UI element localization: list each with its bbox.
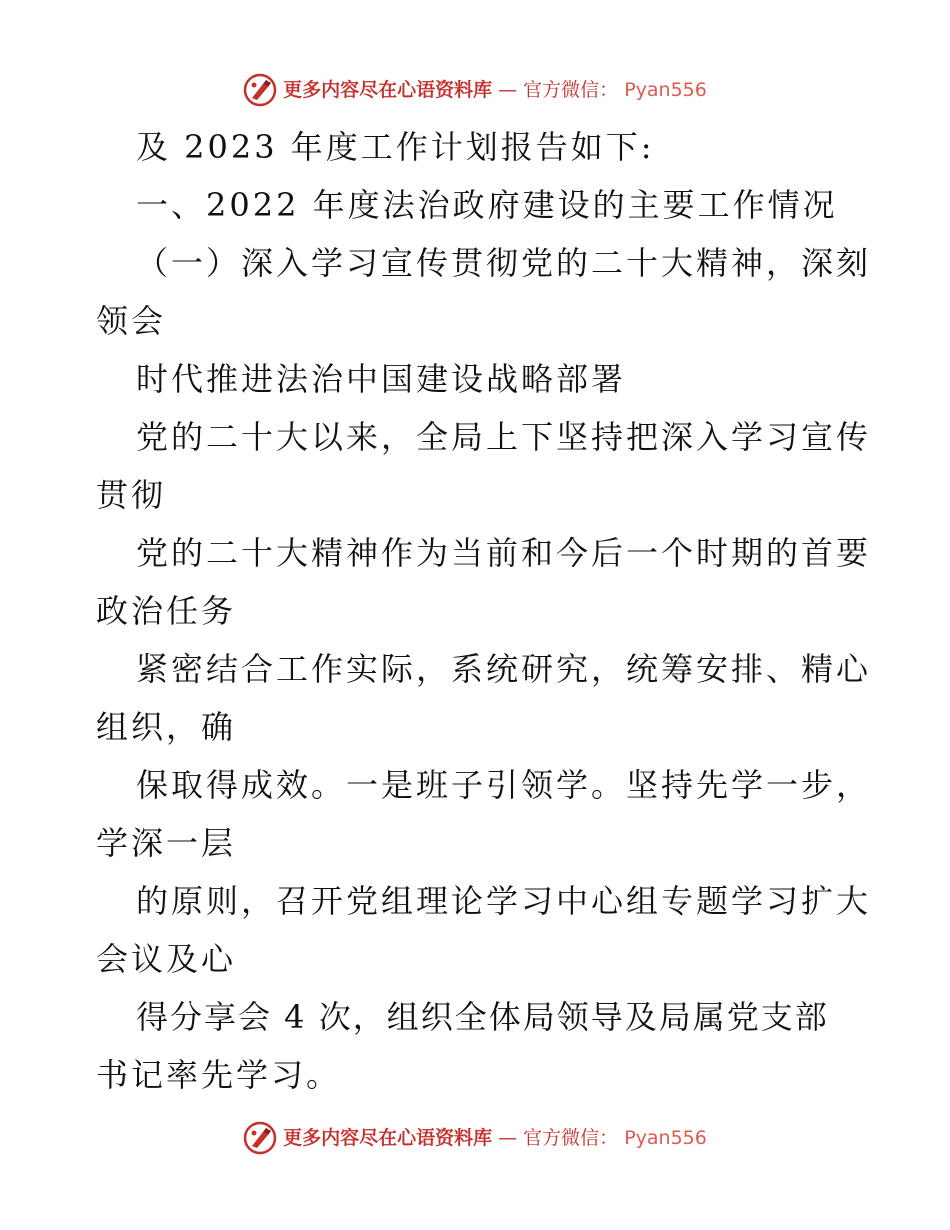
watermark-main-text: 更多内容尽在心语资料库 [283,79,493,101]
watermark-main-text: 更多内容尽在心语资料库 [283,1127,493,1149]
header-watermark-banner [0,70,950,110]
paragraph-line: 政治任务 [96,592,237,630]
paragraph-line: 领会 [96,302,167,340]
pen-nib-logo-icon [243,1121,277,1155]
watermark-dash: — [498,79,518,101]
subsection-heading: （一）深入学习宣传贯彻党的二十大精神，深刻 [136,244,872,282]
paragraph-line: 时代推进法治中国建设战略部署 [136,360,627,398]
paragraph-line: 得分享会 4 次，组织全体局领导及局属党支部 [136,998,829,1036]
paragraph-line: 贯彻 [96,476,167,514]
paragraph-line: 组织，确 [96,708,237,746]
section-heading: 一、2022 年度法治政府建设的主要工作情况 [136,186,838,224]
paragraph-line: 保取得成效。一是班子引领学。坚持先学一步， [136,766,872,804]
paragraph-line: 及 2023 年度工作计划报告如下: [136,128,655,166]
document-body [96,118,872,1104]
paragraph-line: 党的二十大精神作为当前和今后一个时期的首要 [136,534,872,572]
watermark-wechat-id: Pyan556 [624,79,707,101]
paragraph-line: 的原则，召开党组理论学习中心组专题学习扩大 [136,882,872,920]
footer-watermark-banner [0,1118,950,1158]
paragraph-line: 会议及心 [96,940,237,978]
watermark-wechat-label: 官方微信： [523,79,619,101]
paragraph-line: 学深一层 [96,824,237,862]
watermark-dash: — [498,1127,518,1149]
pen-nib-logo-icon [243,73,277,107]
paragraph-line: 书记率先学习。 [96,1056,342,1094]
watermark-wechat-label: 官方微信： [523,1127,619,1149]
paragraph-line: 党的二十大以来，全局上下坚持把深入学习宣传 [136,418,872,456]
watermark-wechat-id: Pyan556 [624,1127,707,1149]
paragraph-line: 紧密结合工作实际，系统研究，统筹安排、精心 [136,650,872,688]
